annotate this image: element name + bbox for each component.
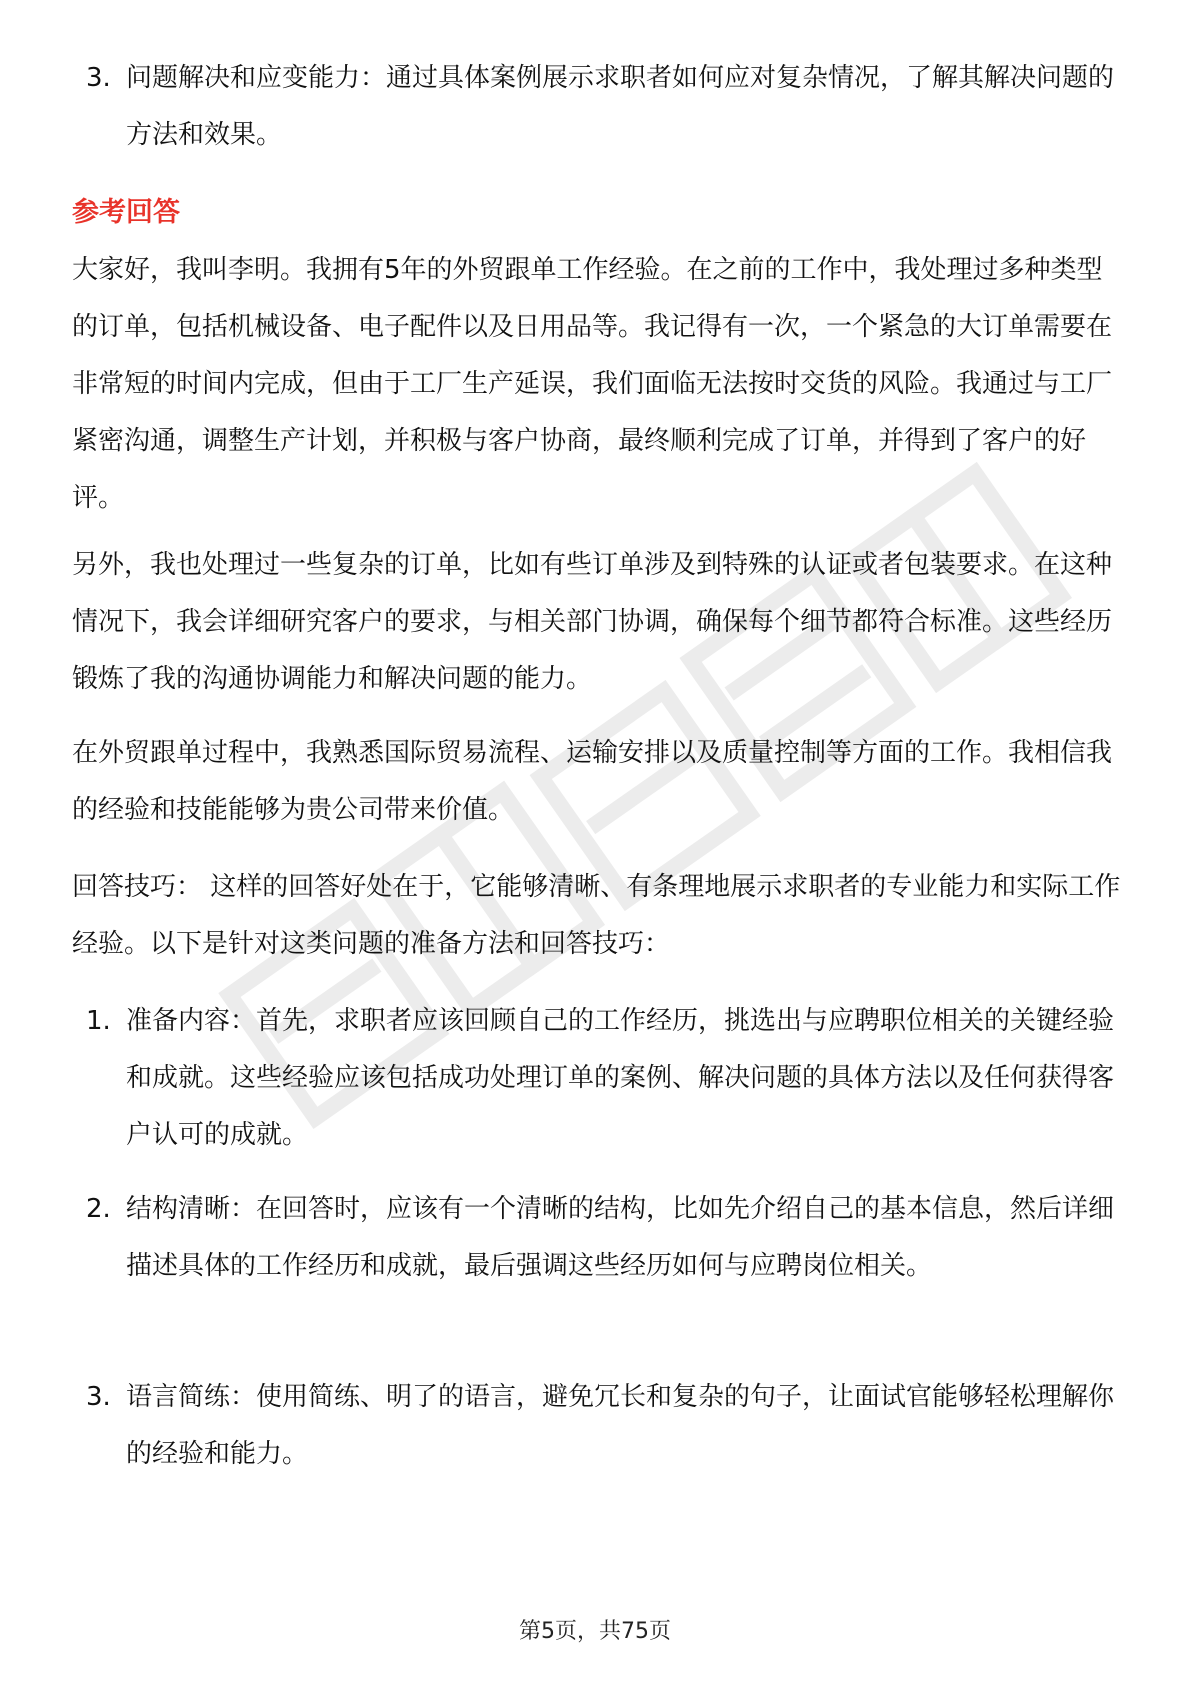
reference-answer-heading: 参考回答 bbox=[72, 197, 180, 228]
list-number: 3. bbox=[86, 1382, 111, 1412]
list-item-text: 结构清晰：在回答时，应该有一个清晰的结构，比如先介绍自己的基本信息，然后详细描述具体的工作经历和成就，最后强调这些经历如何与应聘岗位相关。 bbox=[126, 1194, 1115, 1281]
list-number: 3. bbox=[86, 63, 111, 93]
tip-item bbox=[86, 1369, 1126, 1483]
tip-item bbox=[86, 993, 1126, 1164]
page-number-footer: 第5页，共75页 bbox=[519, 1619, 671, 1644]
answer-paragraph: 大家好，我叫李明。我拥有5年的外贸跟单工作经验。在之前的工作中，我处理过多种类型的订单，包括机械设备、电子配件以及日用品等。我记得有一次，一个紧急的大订单需要在非常短的时间内完成，但由于工厂生产延误，我们面临无法按时交货的风险。我通过与工厂紧密沟通，调整生产计划，并积极与客户协商，最终顺利完成了订单，并得到了客户的好评。 bbox=[72, 255, 1113, 513]
list-item-text: 问题解决和应变能力：通过具体案例展示求职者如何应对复杂情况，了解其解决问题的方法和效果。 bbox=[126, 63, 1115, 150]
answer-tips-intro: 回答技巧： 这样的回答好处在于，它能够清晰、有条理地展示求职者的专业能力和实际工作经验。以下是针对这类问题的准备方法和回答技巧： bbox=[72, 872, 1121, 959]
tip-item bbox=[86, 1181, 1126, 1295]
answer-paragraph: 在外贸跟单过程中，我熟悉国际贸易流程、运输安排以及质量控制等方面的工作。我相信我的经验和技能能够为贵公司带来价值。 bbox=[72, 738, 1113, 825]
question-criterion-item bbox=[86, 50, 1126, 164]
list-item-text: 语言简练：使用简练、明了的语言，避免冗长和复杂的句子，让面试官能够轻松理解你的经验和能力。 bbox=[126, 1382, 1115, 1469]
list-number: 1. bbox=[86, 1006, 111, 1036]
list-item-text: 准备内容：首先，求职者应该回顾自己的工作经历，挑选出与应聘职位相关的关键经验和成就。这些经验应该包括成功处理订单的案例、解决问题的具体方法以及任何获得客户认可的成就。 bbox=[126, 1006, 1115, 1150]
answer-paragraph: 另外，我也处理过一些复杂的订单，比如有些订单涉及到特殊的认证或者包装要求。在这种情况下，我会详细研究客户的要求，与相关部门协调，确保每个细节都符合标准。这些经历锻炼了我的沟通协调能力和解决问题的能力。 bbox=[72, 550, 1113, 694]
list-number: 2. bbox=[86, 1194, 111, 1224]
